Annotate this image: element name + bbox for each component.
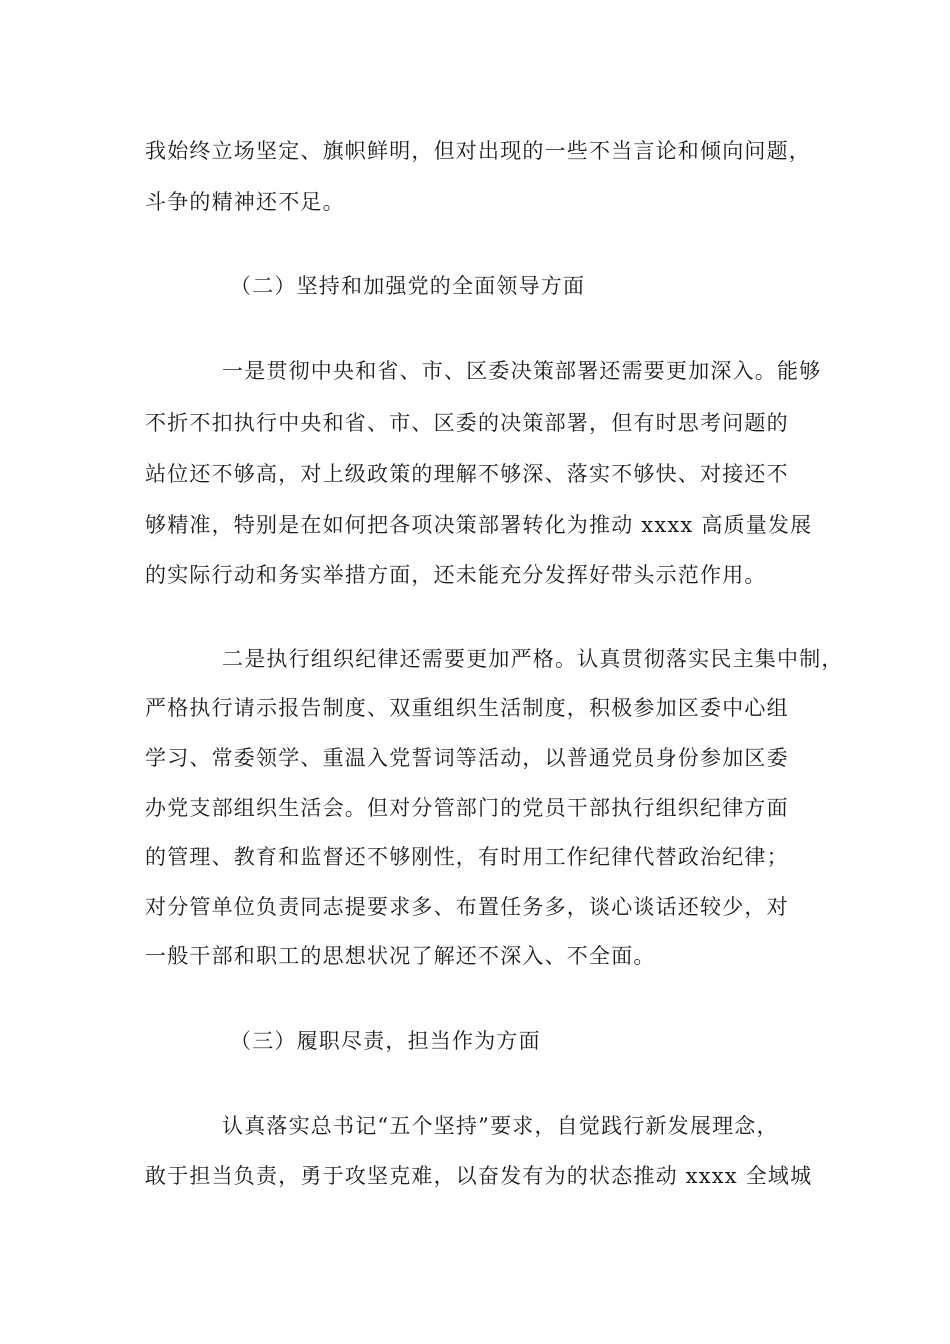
paragraph-line: 我始终立场坚定、旗帜鲜明，但对出现的一些不当言论和倾向问题， — [145, 139, 811, 163]
paragraph-line: 的管理、教育和监督还不够刚性，有时用工作纪律代替政治纪律； — [145, 845, 789, 869]
paragraph-line: 认真落实总书记“五个坚持”要求，自觉践行新发展理念， — [222, 1114, 779, 1138]
paragraph-line: 学习、常委领学、重温入党誓词等活动，以普通党员身份参加区委 — [145, 746, 789, 770]
paragraph-line: 对分管单位负责同志提要求多、布置任务多，谈心谈话还较少，对 — [145, 895, 789, 919]
paragraph-line: 敢于担当负责，勇于攻坚克难，以奋发有为的状态推动 xxxx 全域城 — [145, 1164, 813, 1188]
paragraph-line: 不折不扣执行中央和省、市、区委的决策部署，但有时思考问题的 — [145, 411, 789, 435]
paragraph-line: 够精准，特别是在如何把各项决策部署转化为推动 xxxx 高质量发展 — [145, 513, 813, 537]
paragraph-line: 一是贯彻中央和省、市、区委决策部署还需要更加深入。能够 — [222, 359, 822, 383]
paragraph-line: 办党支部组织生活会。但对分管部门的党员干部执行组织纪律方面 — [145, 796, 789, 820]
paragraph-line: 一般干部和职工的思想状况了解还不深入、不全面。 — [145, 944, 656, 968]
paragraph-line: 二是执行组织纪律还需要更加严格。认真贯彻落实民主集中制， — [222, 647, 844, 671]
paragraph-line: 的实际行动和务实举措方面，还未能充分发挥好带头示范作用。 — [145, 563, 767, 587]
section-heading-2: （二）坚持和加强党的全面领导方面 — [230, 274, 586, 298]
section-heading-3: （三）履职尽责，担当作为方面 — [230, 1029, 541, 1053]
paragraph-line: 斗争的精神还不足。 — [145, 190, 345, 214]
paragraph-line: 严格执行请示报告制度、双重组织生活制度，积极参加区委中心组 — [145, 696, 789, 720]
paragraph-line: 站位还不够高，对上级政策的理解不够深、落实不够快、对接还不 — [145, 462, 789, 486]
